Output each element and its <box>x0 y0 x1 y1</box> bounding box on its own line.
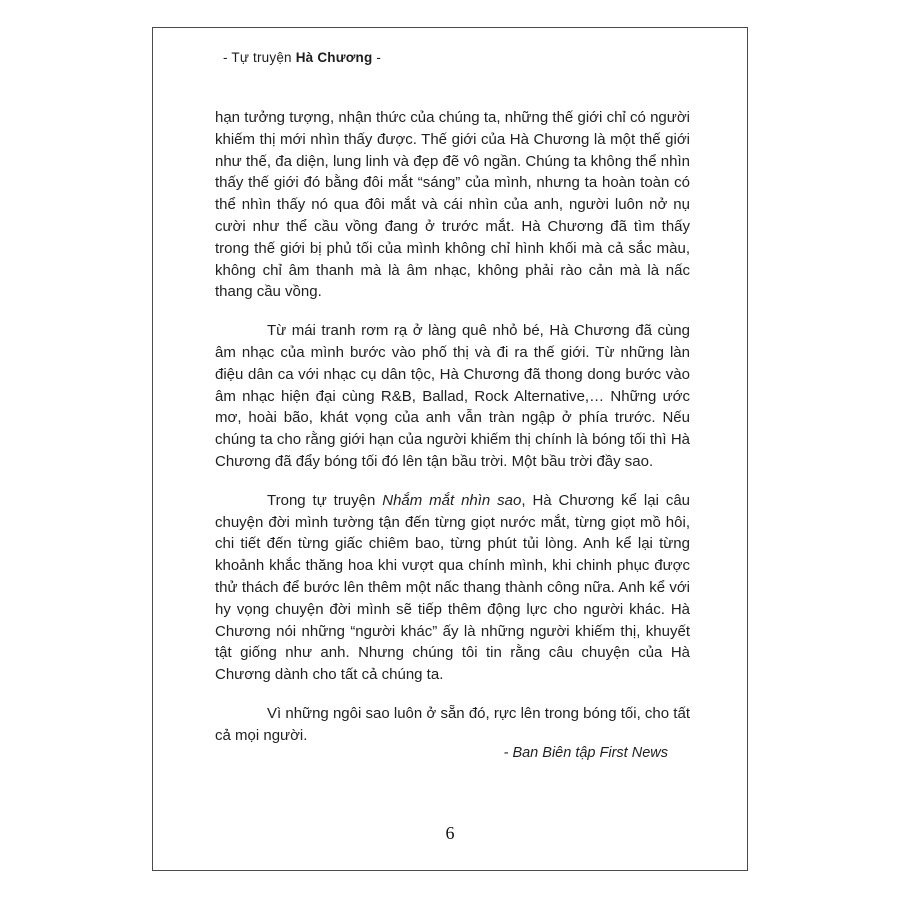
body-text <box>215 107 690 764</box>
paragraph-3-text-post: , Hà Chương kể lại câu chuyện đời mình tường tận đến từng giọt nước mắt, từng giọt mồ hôi, chi tiết đến từng giấc chiêm bao, từng phút tủi lòng. Anh kể lại từng khoảnh khắc thăng hoa khi vượt qua chính mình, khi chinh phục được thử thách để bước lên thêm một nấc thang thành công nữa. Anh kể với hy vọng chuyện đời mình sẽ tiếp thêm động lực cho người khác. Hà Chương nói những “người khác” ấy là những người khiếm thị, khuyết tật giống như anh. Nhưng chúng tôi tin rằng câu chuyện của Hà Chương dành cho tất cả chúng ta. <box>215 491 691 684</box>
book-title: Nhắm mắt nhìn sao <box>382 491 522 509</box>
running-header-suffix: - <box>372 50 382 65</box>
paragraph-1 <box>215 107 690 303</box>
running-header-prefix: - Tự truyện <box>223 50 296 65</box>
paragraph-1-text: hạn tưởng tượng, nhận thức của chúng ta, những thế giới chỉ có người khiếm thị mới nhìn thấy được. Thế giới của Hà Chương là một thế giới như thế, đa diện, lung linh và đẹp đẽ vô ngần. Chúng ta không thể nhìn thấy thế giới đó bằng đôi mắt “sáng” của mình, nhưng ta hoàn toàn có thể nhìn thấy nó qua đôi mắt và cái nhìn của anh, người luôn nở nụ cười như thể cầu vồng đang ở trước mắt. Hà Chương đã tìm thấy trong thế giới bị phủ tối của mình không chỉ hình khối mà cả sắc màu, không chỉ âm thanh mà là âm nhạc, không phải rào cản mà là nấc thang cầu vồng. <box>215 109 690 301</box>
paragraph-3-text-pre: Trong tự truyện <box>267 491 383 509</box>
running-header <box>223 50 381 65</box>
paragraph-2 <box>215 320 690 473</box>
page-border <box>152 27 748 871</box>
paragraph-2-text: Từ mái tranh rơm rạ ở làng quê nhỏ bé, Hà Chương đã cùng âm nhạc của mình bước vào phố thị và đi ra thế giới. Từ những làn điệu dân ca với nhạc cụ dân tộc, Hà Chương đã thong dong bước vào âm nhạc hiện đại cùng R&B, Ballad, Rock Alternative,… Những ước mơ, hoài bão, khát vọng của anh vẫn tràn ngập ở phía trước. Nếu chúng ta cho rằng giới hạn của người khiếm thị chính là bóng tối thì Hà Chương đã đẩy bóng tối đó lên tận bầu trời. Một bầu trời đầy sao. <box>215 322 690 470</box>
paragraph-3 <box>215 490 690 686</box>
running-header-author: Hà Chương <box>295 50 373 65</box>
paragraph-4 <box>215 703 690 747</box>
paragraph-4-text: Vì những ngôi sao luôn ở sẵn đó, rực lên trong bóng tối, cho tất cả mọi người. <box>215 704 690 744</box>
editor-signature: - Ban Biên tập First News <box>503 745 668 761</box>
page-number: 6 <box>445 823 455 843</box>
